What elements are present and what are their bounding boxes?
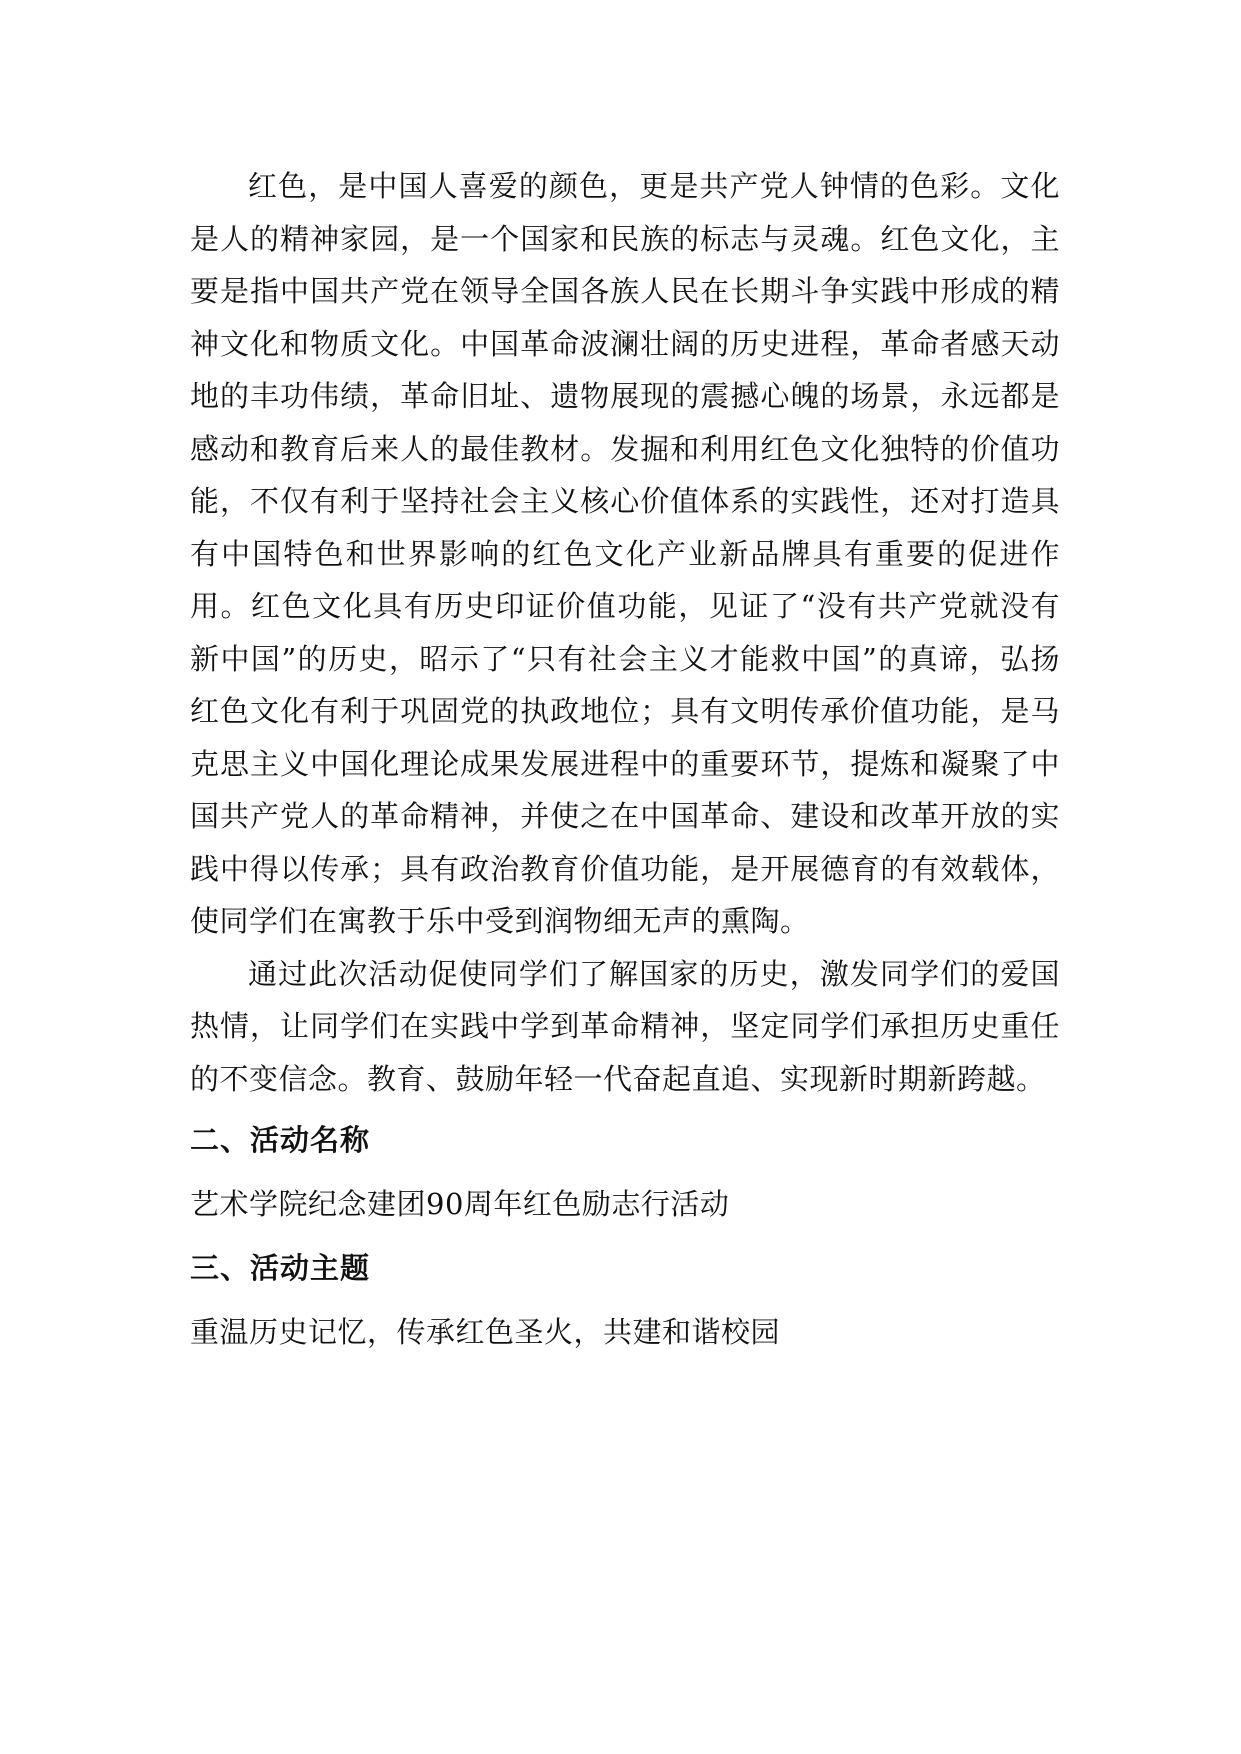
document-body: [190, 160, 1060, 1361]
paragraph-red-culture: 红色，是中国人喜爱的颜色，更是共产党人钟情的色彩。文化是人的精神家园，是一个国家和民族的标志与灵魂。红色文化，主要是指中国共产党在领导全国各族人民在长期斗争实践中形成的精神文化和物质文化。中国革命波澜壮阔的历史进程，革命者感天动地的丰功伟绩，革命旧址、遗物展现的震撼心魄的场景，永远都是感动和教育后来人的最佳教材。发掘和利用红色文化独特的价值功能，不仅有利于坚持社会主义核心价值体系的实践性，还对打造具有中国特色和世界影响的红色文化产业新品牌具有重要的促进作用。红色文化具有历史印证价值功能，见证了“没有共产党就没有新中国”的历史，昭示了“只有社会主义才能救中国”的真谛，弘扬红色文化有利于巩固党的执政地位；具有文明传承价值功能，是马克思主义中国化理论成果发展进程中的重要环节，提炼和凝聚了中国共产党人的革命精神，并使之在中国革命、建设和改革开放的实践中得以传承；具有政治教育价值功能，是开展德育的有效载体，使同学们在寓教于乐中受到润物细无声的熏陶。: [190, 169, 1060, 938]
activity-name-text: 艺术学院纪念建团90周年红色励志行活动: [190, 1187, 730, 1221]
section-heading-activity-name: 二、活动名称: [190, 1123, 371, 1157]
paragraph-activity-purpose: 通过此次活动促使同学们了解国家的历史，激发同学们的爱国热情，让同学们在实践中学到革命精神，坚定同学们承担历史重任的不变信念。教育、鼓励年轻一代奋起直追、实现新时期新跨越。: [190, 956, 1060, 1096]
section-heading-activity-theme: 三、活动主题: [190, 1251, 371, 1285]
activity-theme-text: 重温历史记忆，传承红色圣火，共建和谐校园: [190, 1315, 781, 1349]
